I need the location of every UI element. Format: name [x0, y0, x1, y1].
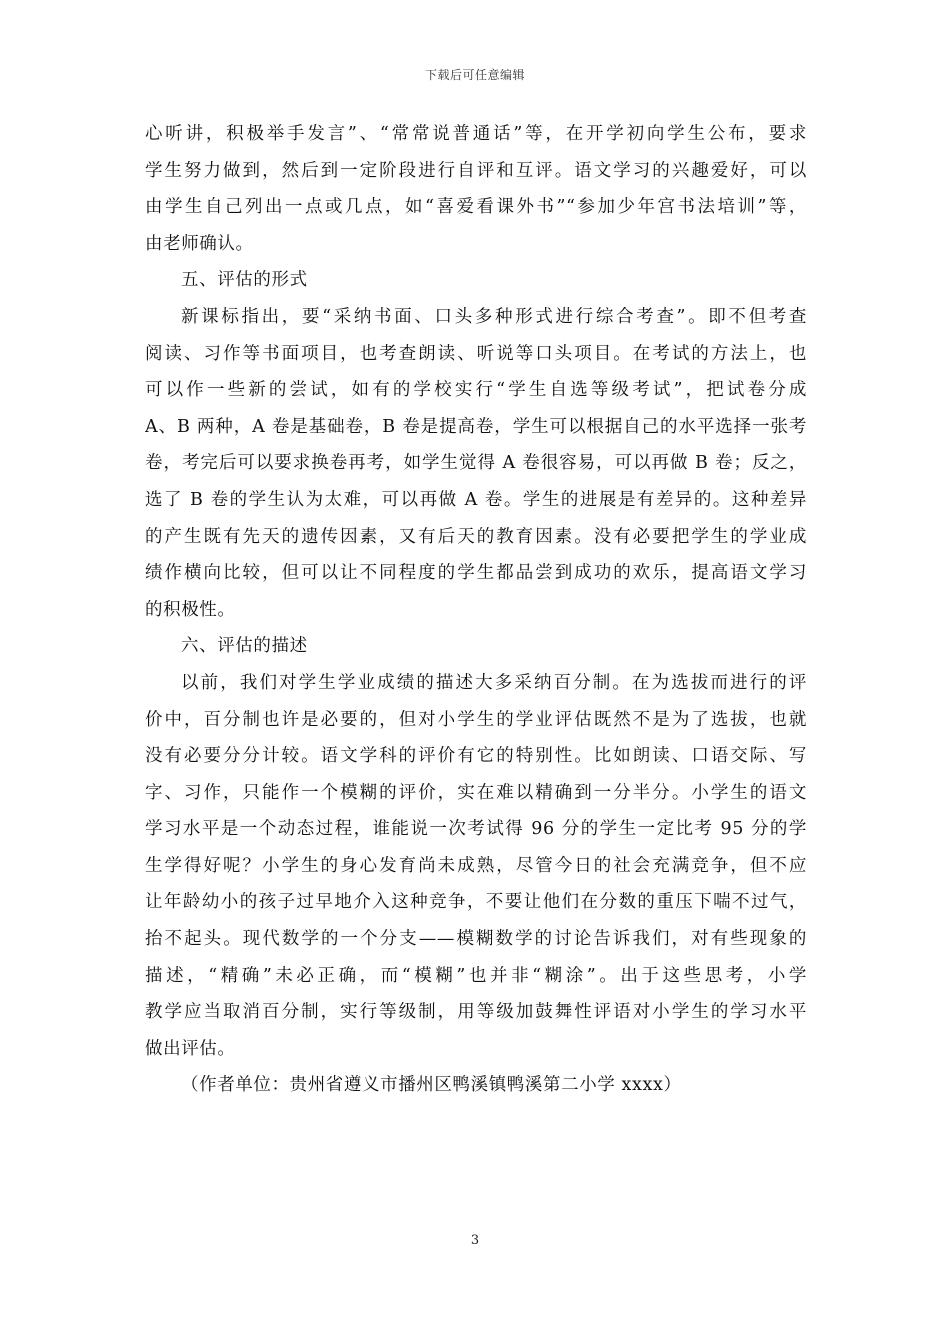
body-line: 卷，考完后可以要求换卷再考，如学生觉得 A 卷很容易，可以再做 B 卷；反之， [145, 453, 807, 474]
page-number: 3 [470, 1233, 480, 1248]
body-line: 描述，“精确”未必正确，而“模糊”也并非“糊涂”。出于这些思考，小学 [145, 965, 807, 986]
body-line: 做出评估。 [145, 1038, 236, 1059]
body-line: 以前，我们对学生学业成绩的描述大多采纳百分制。在为选拔而进行的评 [181, 672, 807, 693]
body-line: 由老师确认。 [145, 233, 254, 254]
body-line: 心听讲，积极举手发言”、“常常说普通话”等，在开学初向学生公布，要求 [145, 124, 807, 144]
body-line: 绩作横向比较，但可以让不同程度的学生都品尝到成功的欢乐，提高语文学习 [145, 563, 807, 584]
page-header: 下载后可任意编辑 [424, 68, 525, 82]
body-line: 由学生自己列出一点或几点，如“喜爱看课外书”“参加少年宫书法培训”等， [145, 197, 807, 218]
body-line: 价中，百分制也许是必要的，但对小学生的学业评估既然不是为了选拔，也就 [145, 709, 807, 730]
body-line: 新课标指出，要“采纳书面、口头多种形式进行综合考查”。即不但考查 [181, 306, 807, 327]
section-heading-form: 五、评估的形式 [181, 270, 308, 291]
body-line: 的积极性。 [145, 599, 236, 620]
body-line: 生学得好呢？小学生的身心发育尚未成熟，尽管今日的社会充满竞争，但不应 [145, 855, 807, 876]
body-line: 教学应当取消百分制，实行等级制，用等级加鼓舞性评语对小学生的学习水平 [145, 1002, 807, 1023]
body-line: 的产生既有先天的遗传因素，又有后天的教育因素。没有必要把学生的学业成 [145, 526, 807, 547]
body-line: 可以作一些新的尝试，如有的学校实行“学生自选等级考试”，把试卷分成 [145, 380, 807, 401]
body-line: 字、习作，只能作一个模糊的评价，实在难以精确到一分半分。小学生的语文 [145, 782, 807, 803]
document-body [145, 116, 807, 1104]
body-line: 抬不起头。现代数学的一个分支——模糊数学的讨论告诉我们，对有些现象的 [145, 929, 807, 950]
body-line: 让年龄幼小的孩子过早地介入这种竞争，不要让他们在分数的重压下喘不过气， [145, 892, 807, 913]
body-line: 学生努力做到，然后到一定阶段进行自评和互评。语文学习的兴趣爱好，可以 [145, 160, 807, 181]
body-line: 没有必要分分计较。语文学科的评价有它的特别性。比如朗读、口语交际、写 [145, 746, 807, 767]
body-line: 学习水平是一个动态过程，谁能说一次考试得 96 分的学生一定比考 95 分的学 [145, 819, 807, 840]
body-line: 阅读、习作等书面项目，也考查朗读、听说等口头项目。在考试的方法上，也 [145, 343, 807, 364]
author-affiliation: （作者单位：贵州省遵义市播州区鸭溪镇鸭溪第二小学 xxxx） [181, 1075, 682, 1096]
section-heading-description: 六、评估的描述 [181, 636, 308, 657]
body-line: A、B 两种，A 卷是基础卷，B 卷是提高卷，学生可以根据自己的水平选择一张考 [145, 416, 807, 437]
body-line: 选了 B 卷的学生认为太难，可以再做 A 卷。学生的进展是有差异的。这种差异 [145, 489, 807, 510]
